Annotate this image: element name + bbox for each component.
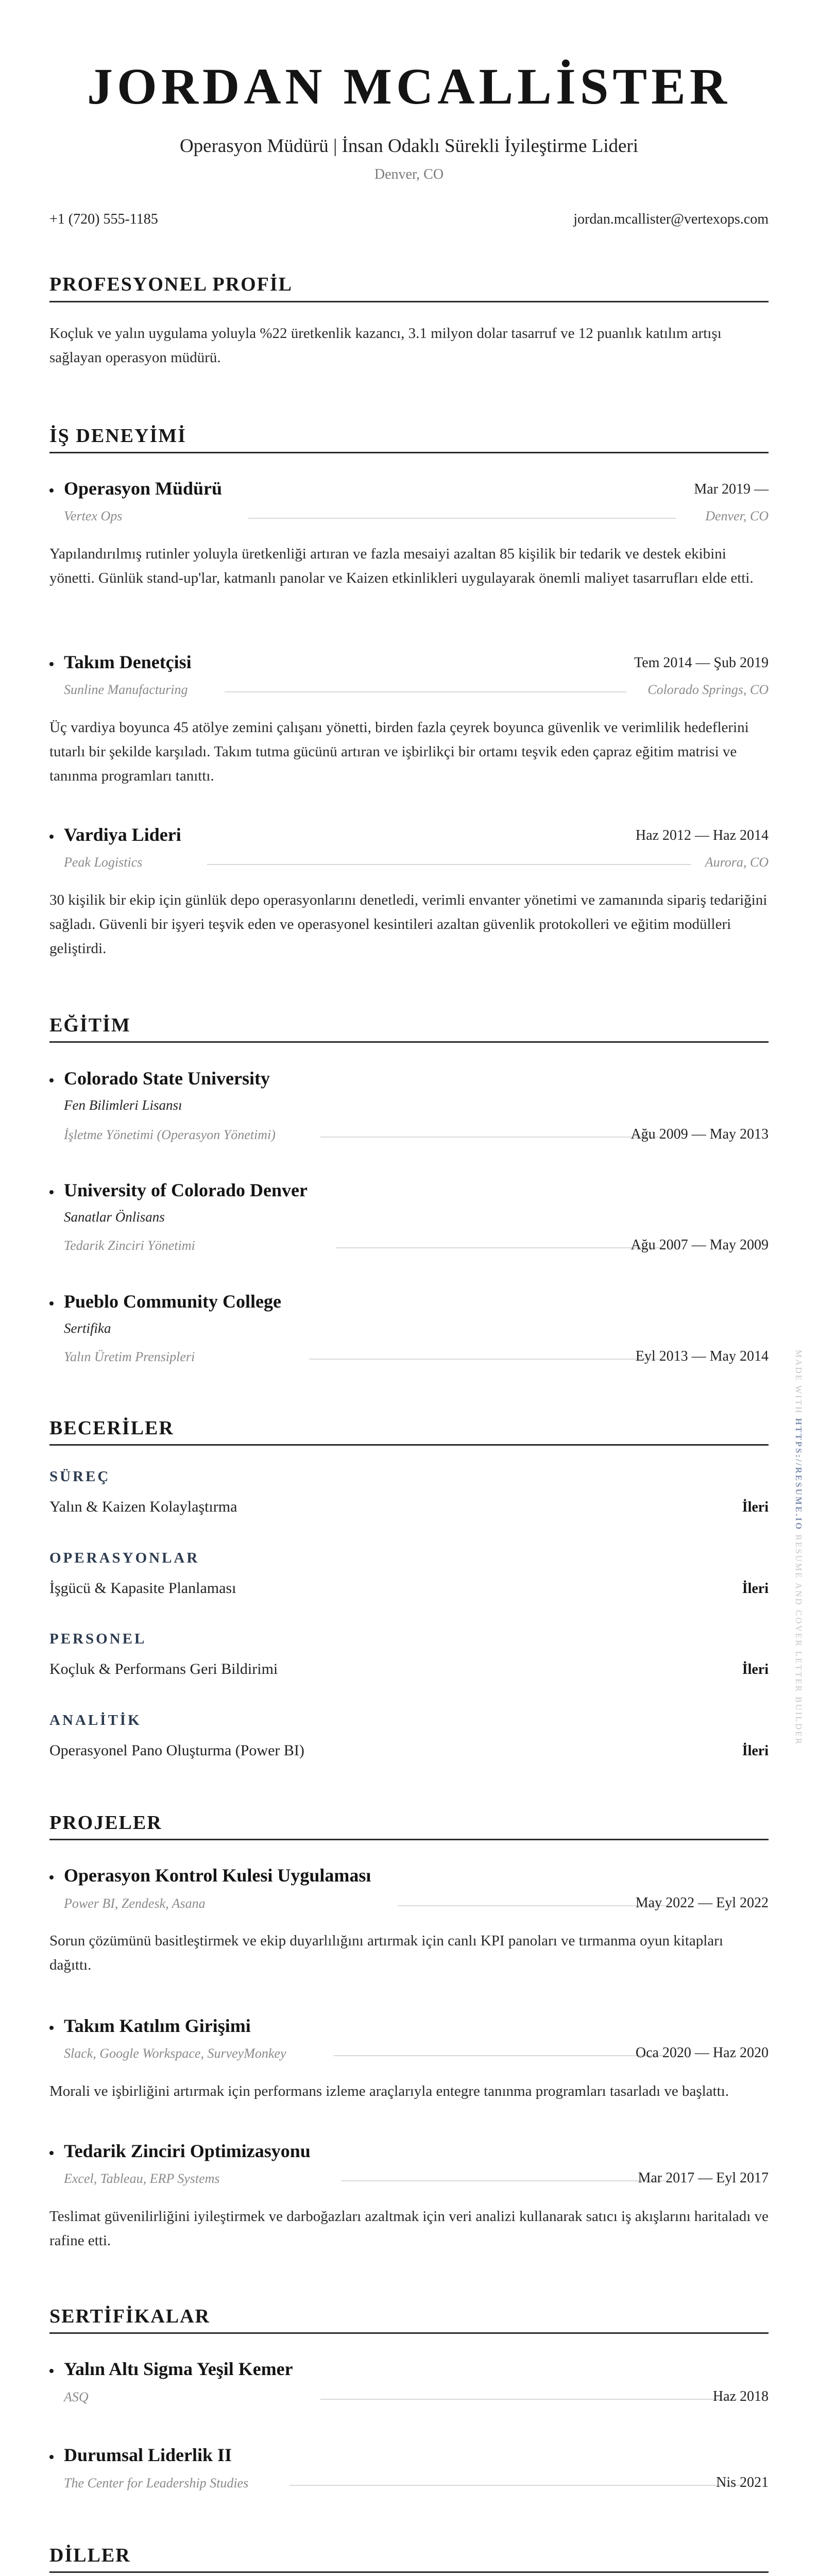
leader-line <box>248 518 676 519</box>
skill-name: Koçluk & Performans Geri Bildirimi <box>49 1660 278 1677</box>
leader-line <box>320 1137 660 1138</box>
company-name: Vertex Ops <box>64 509 123 523</box>
certification-date: Haz 2018 <box>712 2388 769 2404</box>
leader-line <box>309 1359 659 1360</box>
job-title: Operasyon Müdürü <box>64 478 223 499</box>
job-description: 30 kişilik bir ekip için günlük depo operasyonlarını denetledi, verimli envanter yönetimi ve zamanında sipariş tedariğini sağladı. Güvenli bir işyeri teşvik eden ve operasyonel kesintileri azaltan güvenlik protokolleri ve eğitim modülleri geliştirdi. <box>49 892 768 957</box>
skill-level: İleri <box>742 1581 769 1597</box>
job-dates: Haz 2012 — Haz 2014 <box>635 827 769 843</box>
section-title-certifications: SERTİFİKALAR <box>49 2306 210 2327</box>
section-title-skills: BECERİLER <box>49 1417 174 1439</box>
field-of-study: Tedarik Zinciri Yönetimi <box>64 1238 195 1253</box>
project-title: Takım Katılım Girişimi <box>64 2015 251 2036</box>
bullet-icon <box>49 2026 54 2030</box>
section-divider <box>49 1444 769 1446</box>
section-divider <box>49 1041 769 1043</box>
degree-name: Sertifika <box>64 1320 111 1336</box>
bullet-icon <box>49 662 54 666</box>
project-description: Sorun çözümünü basitleştirmek ve ekip duyarlılığını artırmak için canlı KPI panoları ve tırmanma oyun kitapları dağıttı. <box>49 1933 723 1973</box>
job-dates: Mar 2019 — <box>694 481 769 497</box>
field-of-study: İşletme Yönetimi (Operasyon Yönetimi) <box>64 1127 276 1142</box>
phone-number: +1 (720) 555-1185 <box>49 211 158 227</box>
certification-date: Nis 2021 <box>716 2475 769 2490</box>
school-name: Colorado State University <box>64 1068 270 1089</box>
job-title: Takım Denetçisi <box>64 652 192 672</box>
skill-category: OPERASYONLAR <box>49 1550 200 1566</box>
project-dates: May 2022 — Eyl 2022 <box>635 1895 769 1911</box>
project-tools: Power BI, Zendesk, Asana <box>64 1896 206 1911</box>
watermark-link[interactable]: HTTPS://RESUME.IO <box>794 1418 804 1531</box>
job-title: Vardiya Lideri <box>64 824 181 845</box>
profile-summary: Koçluk ve yalın uygulama yoluyla %22 üretkenlik kazancı, 3.1 milyon dolar tasarruf ve 12 puanlık katılım artışı sağlayan operasyon müdürü. <box>49 325 722 366</box>
bullet-icon <box>49 2369 54 2373</box>
bullet-icon <box>49 488 54 493</box>
bullet-icon <box>49 2455 54 2459</box>
job-description: Yapılandırılmış rutinler yoluyla üretkenliği artıran ve fazla mesaiyi azaltan 85 kişilik bir tedarik ve destek ekibini yönetti. Günlük stand-up'lar, katmanlı panolar ve Kaizen etkinlikleri uygulayarak önemli maliyet tasarrufları elde etti. <box>49 546 754 586</box>
skill-category: SÜREÇ <box>49 1468 111 1485</box>
bullet-icon <box>49 1301 54 1306</box>
bullet-icon <box>49 1078 54 1082</box>
candidate-location: Denver, CO <box>374 166 444 182</box>
project-tools: Excel, Tableau, ERP Systems <box>64 2171 220 2186</box>
section-title-education: EĞİTİM <box>49 1014 131 1036</box>
section-divider <box>49 2571 769 2573</box>
project-description: Morali ve işbirliğini artırmak için performans izleme araçlarıyla entegre tanınma programları tasarladı ve başlattı. <box>49 2083 729 2099</box>
skill-name: Operasyonel Pano Oluşturma (Power BI) <box>49 1742 304 1759</box>
job-dates: Tem 2014 — Şub 2019 <box>634 655 769 671</box>
skill-category: PERSONEL <box>49 1631 147 1647</box>
education-dates: Ağu 2007 — May 2009 <box>630 1237 769 1253</box>
bullet-icon <box>49 1875 54 1879</box>
leader-line <box>320 2399 738 2400</box>
skill-category: ANALİTİK <box>49 1712 142 1728</box>
job-location: Aurora, CO <box>705 855 769 870</box>
certification-issuer: The Center for Leadership Studies <box>64 2476 249 2490</box>
certification-title: Durumsal Liderlik II <box>64 2445 232 2465</box>
candidate-title: Operasyon Müdürü | İnsan Odaklı Sürekli İyileştirme Lideri <box>179 135 639 157</box>
certification-issuer: ASQ <box>64 2389 89 2404</box>
section-title-profile: PROFESYONEL PROFİL <box>49 274 293 295</box>
candidate-name: JORDAN MCALLİSTER <box>87 58 731 115</box>
section-title-experience: İŞ DENEYİMİ <box>49 425 186 447</box>
watermark-prefix: MADE WITH <box>794 1350 804 1418</box>
leader-line <box>289 2485 743 2486</box>
leader-line <box>341 2180 666 2181</box>
school-name: University of Colorado Denver <box>64 1180 308 1200</box>
leader-line <box>207 864 691 865</box>
skill-name: Yalın & Kaizen Kolaylaştırma <box>49 1498 237 1515</box>
section-divider <box>49 1839 769 1840</box>
email-address[interactable]: jordan.mcallister@vertexops.com <box>573 211 769 227</box>
project-dates: Mar 2017 — Eyl 2017 <box>638 2170 769 2186</box>
skill-name: İşgücü & Kapasite Planlaması <box>49 1580 236 1597</box>
section-divider <box>49 2332 769 2334</box>
job-location: Colorado Springs, CO <box>647 682 769 697</box>
field-of-study: Yalın Üretim Prensipleri <box>64 1349 195 1364</box>
certification-title: Yalın Altı Sigma Yeşil Kemer <box>64 2359 293 2379</box>
watermark-suffix: RESUME AND COVER LETTER BUILDER <box>794 1531 804 1745</box>
section-divider <box>49 452 769 453</box>
skill-level: İleri <box>742 1499 769 1515</box>
education-dates: Ağu 2009 — May 2013 <box>630 1126 769 1142</box>
leader-line <box>225 691 626 692</box>
builder-watermark <box>793 1350 809 1772</box>
project-description: Teslimat güvenilirliğini iyileştirmek ve darboğazları azaltmak için veri analizi kullanarak satıcı iş akışlarını haritaladı ve rafine etti. <box>49 2208 769 2249</box>
project-title: Tedarik Zinciri Optimizasyonu <box>64 2141 311 2161</box>
bullet-icon <box>49 1190 54 1194</box>
bullet-icon <box>49 835 54 839</box>
education-dates: Eyl 2013 — May 2014 <box>635 1348 769 1364</box>
skill-level: İleri <box>742 1662 769 1677</box>
job-location: Denver, CO <box>705 509 769 523</box>
degree-name: Fen Bilimleri Lisansı <box>64 1097 182 1113</box>
project-title: Operasyon Kontrol Kulesi Uygulaması <box>64 1865 371 1886</box>
leader-line <box>398 1905 666 1906</box>
company-name: Peak Logistics <box>64 855 143 870</box>
leader-line <box>334 2055 663 2056</box>
school-name: Pueblo Community College <box>64 1291 281 1312</box>
watermark-text <box>793 1350 804 1745</box>
leader-line <box>336 1247 660 1248</box>
section-title-projects: PROJELER <box>49 1812 162 1834</box>
project-tools: Slack, Google Workspace, SurveyMonkey <box>64 2046 286 2061</box>
section-divider <box>49 301 769 302</box>
degree-name: Sanatlar Önlisans <box>64 1209 165 1225</box>
skill-level: İleri <box>742 1743 769 1759</box>
project-dates: Oca 2020 — Haz 2020 <box>635 2045 769 2061</box>
company-name: Sunline Manufacturing <box>64 682 188 697</box>
job-description: Üç vardiya boyunca 45 atölye zemini çalışanı yönetti, birden fazla çeyrek boyunca güvenlik ve verimlilik hedeflerini tutarlı bir şekilde karşıladı. Takım tutma gücünü artıran ve işbirlikçi bir ortamı teşvik eden çapraz eğitim matrisi ve tanınma programları tanıttı. <box>49 719 749 784</box>
bullet-icon <box>49 2151 54 2155</box>
section-title-languages: DİLLER <box>49 2545 131 2566</box>
